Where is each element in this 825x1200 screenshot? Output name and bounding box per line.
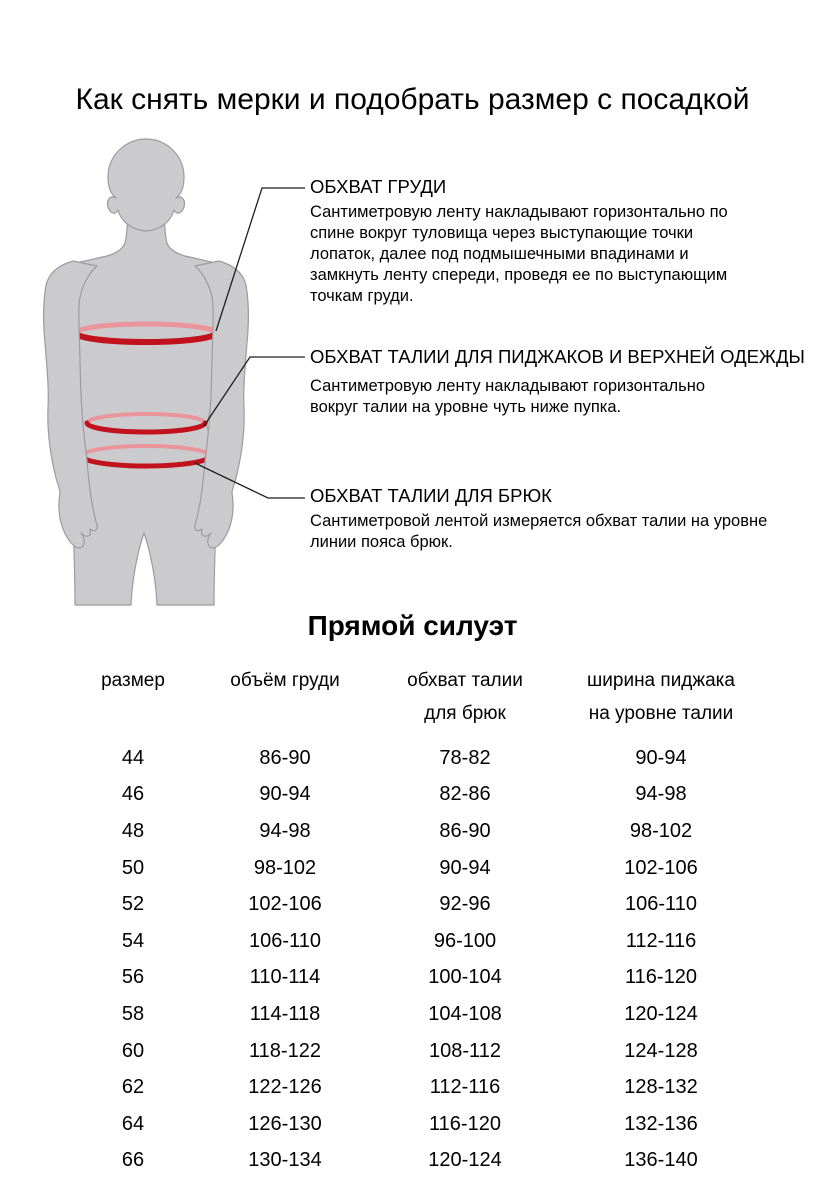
- size-cell: 58: [121, 1002, 145, 1025]
- trouser-waist-cell: 108-112: [429, 1039, 501, 1062]
- jacket-width-cell: 136-140: [624, 1149, 698, 1172]
- chest-cell: 114-118: [249, 1002, 321, 1025]
- trouser-waist-cell: 116-120: [429, 1112, 501, 1135]
- trouser-waist-cell: 104-108: [428, 1002, 502, 1025]
- table-row: [83, 886, 779, 923]
- size-cell: 62: [121, 1076, 145, 1099]
- table-header-row: [83, 664, 779, 703]
- size-subheader: [83, 703, 183, 740]
- chest-header: объём груди: [230, 670, 340, 691]
- chest-cell: 130-134: [248, 1149, 322, 1172]
- trouser-waist-cell: 96-100: [433, 929, 497, 952]
- chest-measurement-description: Сантиметровую ленту накладывают горизонтально по спине вокруг туловища через выступающие точки лопаток, далее под подмышечными впадинами и замкнуть ленту спереди, проведя ее по выступающим точкам груди.: [310, 203, 728, 305]
- table-row: [83, 777, 779, 814]
- jacket-width-cell: 106-110: [625, 893, 697, 916]
- size-cell: 54: [121, 929, 145, 952]
- chest-cell: 126-130: [248, 1112, 322, 1135]
- size-header: размер: [101, 670, 165, 691]
- jacket-width-cell: 102-106: [624, 856, 698, 879]
- jacket-width-cell: 112-116: [625, 929, 697, 952]
- jacket-width-cell: 128-132: [624, 1076, 698, 1099]
- chest-measurement-heading: ОБХВАТ ГРУДИ: [310, 176, 447, 197]
- size-cell: 48: [121, 819, 145, 842]
- trouser-waist-cell: 112-116: [429, 1076, 501, 1099]
- chest-cell: 122-126: [248, 1076, 322, 1099]
- table-row: [83, 1069, 779, 1106]
- trouser-waist-cell: 82-86: [439, 783, 491, 806]
- size-cell: 60: [121, 1039, 145, 1062]
- jacket-width-cell: 90-94: [635, 746, 687, 769]
- table-header-subrow: [83, 703, 779, 740]
- table-row: [83, 740, 779, 777]
- jacket-waist-measurement-description: Сантиметровую ленту накладывают горизонтально вокруг талии на уровне чуть ниже пупка.: [310, 377, 706, 416]
- chest-subheader: [183, 703, 387, 740]
- table-row: [83, 813, 779, 850]
- chest-cell: 90-94: [259, 783, 311, 806]
- size-cell: 56: [121, 966, 145, 989]
- table-row: [83, 1106, 779, 1143]
- size-table-title: Прямой силуэт: [307, 610, 518, 641]
- table-row: [83, 960, 779, 997]
- chest-cell: 118-122: [249, 1039, 321, 1062]
- jacket-width-cell: 94-98: [635, 783, 687, 806]
- size-cell: 64: [121, 1112, 145, 1135]
- trouser-waist-header: обхват талии: [407, 670, 523, 691]
- chest-cell: 94-98: [259, 819, 311, 842]
- trouser-waist-cell: 78-82: [439, 746, 491, 769]
- table-row: [83, 850, 779, 887]
- jacket-width-cell: 132-136: [624, 1112, 698, 1135]
- measurement-figure: [23, 133, 313, 607]
- trouser-waist-cell: 90-94: [439, 856, 491, 879]
- trouser-waist-cell: 86-90: [439, 819, 491, 842]
- table-row: [83, 1033, 779, 1070]
- chest-cell: 110-114: [249, 966, 321, 989]
- size-cell: 44: [121, 746, 145, 769]
- size-cell: 50: [121, 856, 145, 879]
- page-title: Как снять мерки и подобрать размер с посадкой: [75, 83, 750, 116]
- jacket-width-subheader: на уровне талии: [588, 703, 734, 724]
- trouser-waist-subheader: для брюк: [424, 703, 506, 724]
- head-shape: [108, 139, 185, 231]
- chest-cell: 106-110: [249, 929, 321, 952]
- jacket-width-cell: 98-102: [629, 819, 693, 842]
- jacket-waist-measurement-heading: ОБХВАТ ТАЛИИ ДЛЯ ПИДЖАКОВ И ВЕРХНЕЙ ОДЕЖДЫ: [310, 346, 805, 367]
- trouser-waist-measurement-heading: ОБХВАТ ТАЛИИ ДЛЯ БРЮК: [310, 485, 552, 506]
- jacket-width-cell: 120-124: [624, 1002, 698, 1025]
- size-cell: 52: [121, 893, 145, 916]
- table-row: [83, 1143, 779, 1180]
- trouser-waist-cell: 100-104: [428, 966, 502, 989]
- jacket-width-cell: 124-128: [624, 1039, 698, 1062]
- size-table: [83, 664, 779, 1179]
- table-row: [83, 923, 779, 960]
- trouser-waist-cell: 120-124: [428, 1149, 502, 1172]
- size-cell: 46: [121, 783, 145, 806]
- trouser-waist-measurement-description: Сантиметровой лентой измеряется обхват талии на уровне линии пояса брюк.: [310, 512, 768, 551]
- size-cell: 66: [121, 1149, 145, 1172]
- chest-cell: 98-102: [253, 856, 317, 879]
- trouser-waist-cell: 92-96: [439, 893, 491, 916]
- chest-cell: 86-90: [259, 746, 311, 769]
- table-row: [83, 996, 779, 1033]
- chest-cell: 102-106: [248, 893, 322, 916]
- jacket-width-header: ширина пиджака: [587, 670, 735, 691]
- jacket-width-cell: 116-120: [625, 966, 697, 989]
